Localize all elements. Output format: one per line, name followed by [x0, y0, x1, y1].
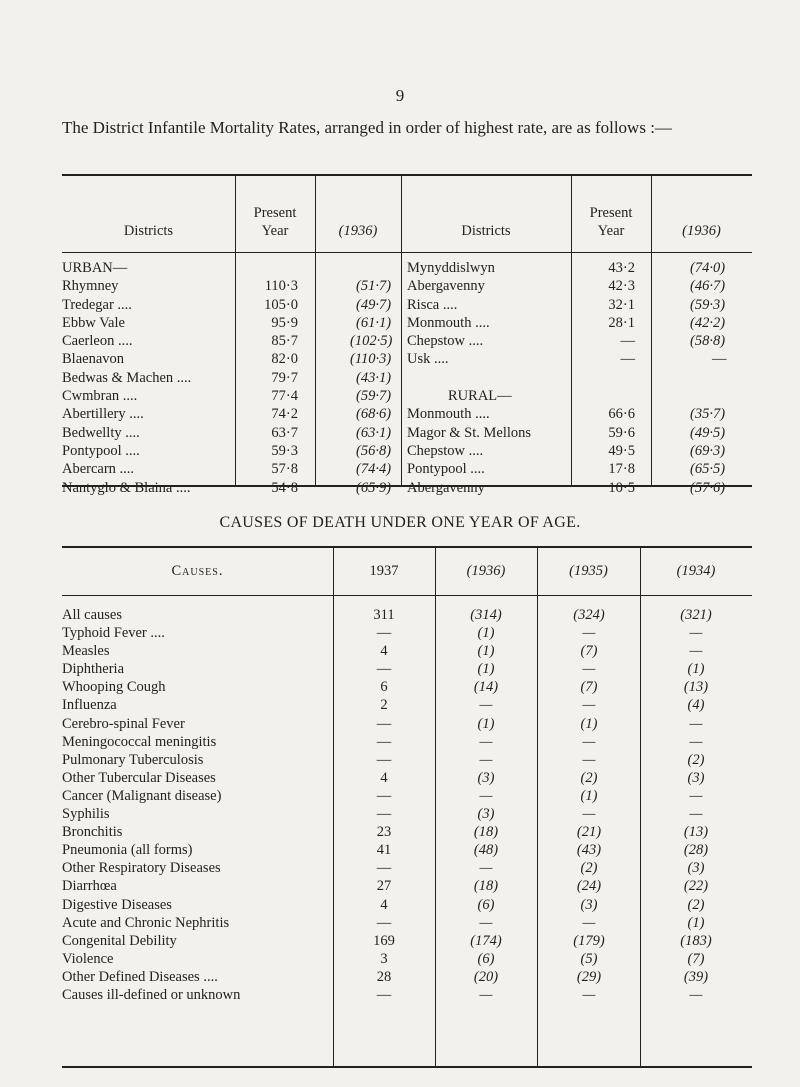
cause-value-v1936: (18) [473, 824, 499, 841]
cause-value-v1936: (6) [477, 896, 495, 913]
cause-label: Whooping Cough [62, 679, 166, 696]
page-number: 9 [395, 86, 405, 105]
header-present-2-left: Year [261, 223, 289, 239]
cause-value-v1934: (3) [687, 860, 705, 877]
cause-value-v1934: (39) [683, 968, 709, 985]
cause-value-v1935: (5) [580, 950, 598, 967]
cause-label: Violence [62, 950, 114, 967]
cause-value-v1937: 2 [380, 697, 388, 714]
cause-value-v1937: 4 [380, 769, 388, 786]
cause-value-v1935: (324) [573, 607, 605, 623]
cause-value-v1935: — [582, 914, 596, 931]
cause-value-v1937: 311 [373, 607, 395, 623]
cause-value-v1936: — [479, 860, 493, 877]
header-districts-left: Districts [123, 223, 174, 239]
table-row [62, 932, 752, 950]
cause-value-v1934: — [689, 806, 703, 823]
cause-value-v1935: (1) [580, 787, 598, 804]
cause-label: Acute and Chronic Nephritis [62, 914, 230, 931]
cause-value-v1937: 6 [380, 679, 388, 696]
cause-label: Influenza [62, 697, 117, 714]
cause-value-v1936: — [479, 986, 493, 1003]
cause-value-v1936: (48) [473, 842, 499, 859]
table-row [62, 823, 752, 841]
cause-value-v1935: (1) [580, 715, 598, 732]
cause-value-v1936: (1) [477, 625, 495, 642]
header-present-1-left: Present [253, 205, 297, 221]
cause-value-v1935: (3) [580, 896, 598, 913]
cause-label: Measles [62, 643, 110, 660]
table-row [62, 859, 752, 877]
table-row [62, 733, 752, 751]
cause-value-v1936: (3) [477, 769, 495, 786]
table-row: Ebbw Vale 95·9 (61·1) Monmouth .... 28·1 (42·2) [62, 314, 726, 331]
cause-value-v1935: — [582, 733, 596, 750]
cause-label: Diarrhœa [62, 878, 117, 895]
header-1936: (1936) [466, 563, 506, 579]
cause-value-v1935: — [582, 806, 596, 823]
cause-label: Congenital Debility [62, 932, 177, 949]
table-row [62, 678, 752, 696]
table-row [62, 642, 752, 660]
cause-value-v1937: — [376, 733, 392, 750]
causes-of-death-table [62, 546, 752, 1068]
header-prev-left: (1936) [338, 223, 378, 239]
cause-value-v1934: (28) [683, 842, 709, 859]
header-present-1-right: Present [589, 205, 633, 221]
cause-value-v1936: (1) [477, 643, 495, 660]
header-1935: (1935) [569, 563, 608, 579]
cause-value-v1935: (24) [576, 878, 602, 895]
table-row [62, 968, 752, 986]
cause-label: Diphtheria [62, 661, 125, 678]
cause-value-v1935: (2) [580, 860, 598, 877]
cause-value-v1937: — [376, 787, 392, 804]
cause-value-v1937: — [376, 914, 392, 931]
table-row: Nantyglo & Blaina .... 54·8 (65·9) Abergavenny 10·5 (57·6) [62, 479, 726, 496]
table-row [62, 696, 752, 714]
cause-value-v1935: (29) [576, 968, 602, 985]
header-present-2-right: Year [597, 223, 625, 239]
causes-caption: CAUSES OF DEATH UNDER ONE YEAR OF AGE. [219, 514, 581, 531]
cause-value-v1935: — [582, 625, 596, 642]
cause-value-v1937: — [376, 806, 392, 823]
cause-value-v1937: — [376, 625, 392, 642]
cause-value-v1937: 28 [376, 968, 392, 985]
table-row: Rhymney 110·3 (51·7) Abergavenny 42·3 (46·7) [62, 278, 726, 295]
cause-value-v1936: (1) [477, 661, 495, 678]
cause-value-v1937: — [376, 715, 392, 732]
table-row [62, 896, 752, 914]
table-row [62, 751, 752, 769]
cause-value-v1936: — [479, 733, 493, 750]
cause-label: Digestive Diseases [62, 896, 172, 913]
cause-value-v1935: — [582, 751, 596, 768]
table-row [62, 715, 752, 733]
table-row: Cwmbran .... 77·4 (59·7) RURAL— [62, 388, 512, 405]
cause-label: Cancer (Malignant disease) [62, 787, 222, 804]
cause-value-v1935: (7) [580, 643, 598, 660]
cause-label: Meningococcal meningitis [62, 733, 217, 750]
cause-value-v1936: (14) [473, 679, 499, 696]
table-row: Tredegar .... 105·0 (49·7) Risca .... 32·1 (59·3) [62, 296, 726, 313]
table-row: Blaenavon 82·0 (110·3) Usk .... — — [62, 351, 727, 368]
cause-label: Other Respiratory Diseases [62, 860, 221, 877]
cause-label: Cerebro-spinal Fever [62, 715, 185, 732]
cause-value-v1935: (7) [580, 679, 598, 696]
cause-value-v1934: — [689, 787, 703, 804]
cause-value-v1934: — [689, 986, 703, 1003]
cause-value-v1937: 23 [376, 824, 392, 841]
table-row [62, 787, 752, 805]
cause-label: Other Defined Diseases .... [62, 968, 218, 985]
cause-value-v1934: (321) [680, 607, 712, 623]
cause-value-v1934: (2) [687, 751, 705, 768]
cause-value-v1936: — [479, 787, 493, 804]
cause-value-v1937: 41 [376, 842, 392, 859]
header-1937: 1937 [369, 563, 399, 579]
district-mortality-table [62, 174, 752, 496]
cause-value-v1935: — [582, 697, 596, 714]
cause-value-v1936: (6) [477, 950, 495, 967]
cause-label: All causes [62, 607, 122, 623]
cause-value-v1936: (18) [473, 878, 499, 895]
intro-text: The District Infantile Mortality Rates, arranged in order of highest rate, are as follows :— [62, 118, 672, 137]
cause-value-v1934: — [689, 625, 703, 642]
cause-label: Pneumonia (all forms) [62, 842, 193, 859]
cause-value-v1934: (1) [687, 661, 705, 678]
cause-value-v1934: (13) [683, 824, 709, 841]
table-row: Bedwas & Machen .... 79·7 (43·1) [62, 369, 392, 386]
cause-value-v1934: (2) [687, 896, 705, 913]
district-rows [62, 259, 752, 497]
cause-label: Typhoid Fever .... [62, 625, 165, 642]
cause-label: Causes ill-defined or unknown [62, 986, 241, 1003]
cause-value-v1935: — [582, 661, 596, 678]
cause-label: Pulmonary Tuberculosis [62, 751, 204, 768]
cause-value-v1935: — [582, 986, 596, 1003]
cause-value-v1934: — [689, 733, 703, 750]
cause-value-v1936: (314) [470, 607, 502, 623]
cause-label: Other Tubercular Diseases [62, 769, 216, 786]
cause-value-v1937: 4 [380, 643, 388, 660]
table-row: URBAN— Mynyddislwyn 43·2 (74·0) [62, 260, 726, 276]
cause-value-v1936: — [479, 697, 493, 714]
cause-value-v1937: 4 [380, 896, 388, 913]
cause-value-v1935: (2) [580, 769, 598, 786]
header-prev-right: (1936) [682, 223, 721, 239]
table-row [62, 606, 752, 624]
cause-value-v1936: — [479, 751, 493, 768]
table-row [62, 769, 752, 787]
header-causes: Causes. [171, 563, 224, 579]
cause-value-v1937: — [376, 986, 392, 1003]
cause-value-v1937: — [376, 751, 392, 768]
table-row: Abercarn .... 57·8 (74·4) Pontypool .... 17·8 (65·5) [62, 461, 726, 478]
table-row [62, 660, 752, 678]
table-row [62, 914, 752, 932]
cause-value-v1937: 27 [376, 878, 392, 895]
cause-value-v1934: (1) [687, 914, 705, 931]
cause-value-v1936: (174) [470, 932, 502, 949]
header-districts-right: Districts [461, 223, 511, 239]
cause-value-v1934: (22) [683, 878, 709, 895]
cause-value-v1935: (43) [576, 842, 602, 859]
cause-value-v1936: (20) [473, 968, 499, 985]
header-1934: (1934) [676, 563, 716, 579]
cause-value-v1934: (7) [687, 950, 705, 967]
cause-value-v1934: — [689, 715, 703, 732]
cause-value-v1934: (3) [687, 769, 705, 786]
table-row: Bedwellty .... 63·7 (63·1) Magor & St. Mellons 59·6 (49·5) [62, 424, 726, 441]
table-row: Abertillery .... 74·2 (68·6) Monmouth .... 66·6 (35·7) [62, 406, 726, 423]
table-row: Pontypool .... 59·3 (56·8) Chepstow .... 49·5 (69·3) [62, 442, 726, 459]
table-row [62, 950, 752, 968]
cause-value-v1936: — [479, 914, 493, 931]
cause-value-v1937: 169 [373, 932, 395, 949]
cause-value-v1936: (3) [477, 806, 495, 823]
table-row: Caerleon .... 85·7 (102·5) Chepstow .... — (58·8) [62, 333, 726, 350]
cause-label: Bronchitis [62, 824, 123, 841]
cause-value-v1936: (1) [477, 715, 495, 732]
table-row [62, 805, 752, 823]
cause-label: Syphilis [62, 806, 110, 823]
cause-value-v1934: (13) [683, 679, 709, 696]
table-row [62, 841, 752, 859]
cause-value-v1934: (183) [680, 932, 712, 949]
cause-rows [62, 606, 752, 1004]
cause-value-v1935: (179) [573, 932, 605, 949]
cause-value-v1934: — [689, 643, 703, 660]
table-row [62, 624, 752, 642]
cause-value-v1934: (4) [687, 697, 705, 714]
cause-value-v1935: (21) [576, 824, 602, 841]
table-row [62, 877, 752, 895]
table-row [62, 986, 752, 1004]
cause-value-v1937: — [376, 661, 392, 678]
cause-value-v1937: — [376, 860, 392, 877]
cause-value-v1937: 3 [380, 950, 388, 967]
